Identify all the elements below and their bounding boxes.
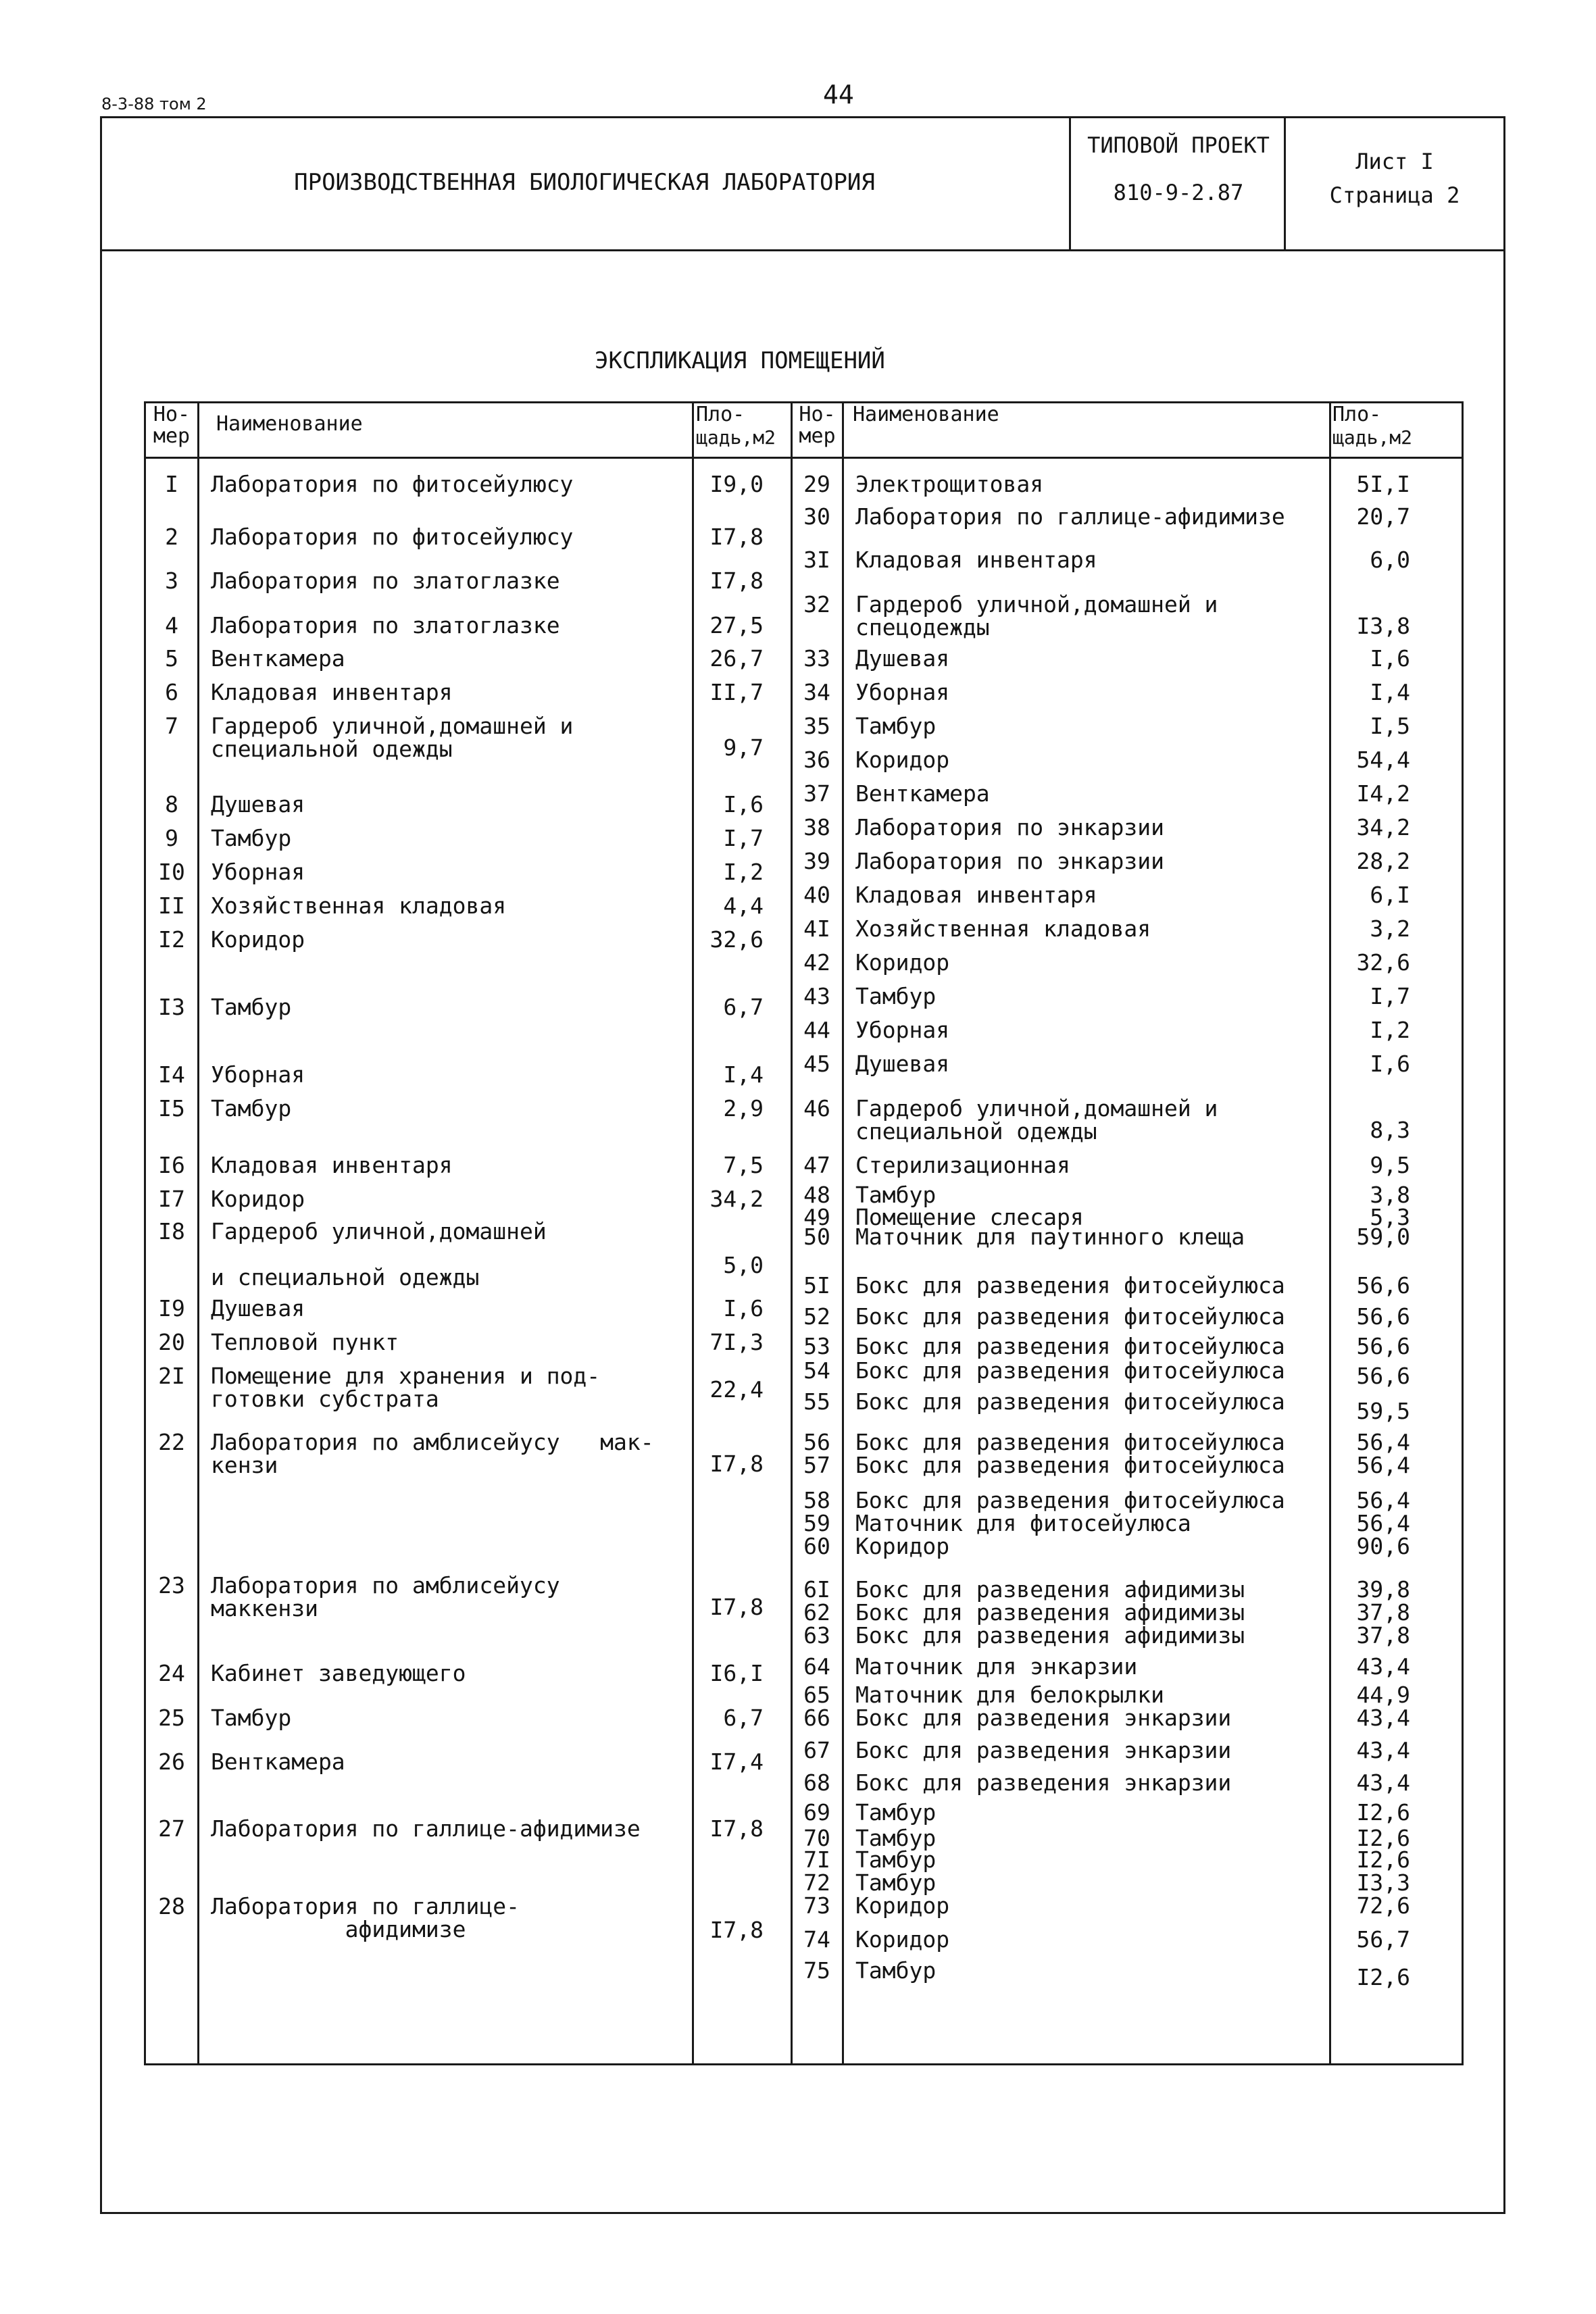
room-area: I,2 (723, 859, 764, 885)
room-area: 56,6 (1356, 1333, 1410, 1359)
room-name: Тамбур (855, 1825, 937, 1851)
room-area: II,7 (709, 679, 764, 705)
room-name: Коридор (211, 1186, 305, 1212)
room-name: Маточник для фитосейулюса (855, 1510, 1191, 1536)
header-area-right-top: Пло- (1332, 403, 1382, 426)
room-number: 67 (803, 1737, 830, 1763)
room-name: Кладовая инвентаря (855, 547, 1097, 573)
room-name: Лаборатория по амблисейусу маккензи (211, 1572, 560, 1621)
room-name: Гардероб уличной,домашней и специальной одежды (855, 1095, 1218, 1145)
room-name: Коридор (855, 1533, 950, 1559)
room-name: Тамбур (211, 994, 292, 1020)
room-name: Бокс для разведения фитосейулюса (855, 1487, 1285, 1513)
room-name: Уборная (211, 1061, 305, 1088)
room-number: 3 (165, 568, 178, 594)
room-area: 34,2 (1356, 814, 1410, 840)
room-area: 5,3 (1370, 1204, 1410, 1230)
room-area: 3,8 (1370, 1182, 1410, 1208)
room-name: Бокс для разведения энкарзии (855, 1737, 1232, 1763)
project-label: ТИПОВОЙ ПРОЕКТ (1087, 132, 1270, 158)
room-name: Тамбур (211, 1705, 292, 1731)
room-area: I2,6 (1356, 1825, 1410, 1851)
room-name: Бокс для разведения фитосейулюса (855, 1333, 1285, 1359)
room-name: Лаборатория по фитосейулюсу (211, 524, 574, 550)
room-area: 26,7 (709, 645, 764, 672)
room-number: 22 (158, 1429, 185, 1455)
room-name: Коридор (855, 1892, 950, 1919)
room-name: Тамбур (855, 1957, 937, 1984)
room-area: 56,6 (1356, 1303, 1410, 1330)
room-number: 24 (158, 1660, 185, 1686)
room-area: I,4 (723, 1061, 764, 1088)
room-name: Кладовая инвентаря (211, 1152, 453, 1178)
room-number: 26 (158, 1749, 185, 1775)
room-number: 46 (803, 1095, 830, 1122)
room-area: 37,8 (1356, 1622, 1410, 1649)
room-area: I2,6 (1356, 1799, 1410, 1826)
room-area: 34,2 (709, 1186, 764, 1212)
room-area: 6,7 (723, 994, 764, 1020)
room-area: 56,6 (1356, 1363, 1410, 1389)
room-name: Бокс для разведения фитосейулюса (855, 1272, 1285, 1299)
room-name: Бокс для разведения афидимизы (855, 1576, 1245, 1603)
room-number: 47 (803, 1152, 830, 1178)
room-area: I,6 (1370, 645, 1410, 672)
room-name: Бокс для разведения фитосейулюса (855, 1303, 1285, 1330)
room-area: I2,6 (1356, 1964, 1410, 1990)
room-number: 20 (158, 1329, 185, 1355)
room-name: Тамбур (855, 1869, 937, 1896)
room-number: 64 (803, 1653, 830, 1680)
room-name: Тамбур (211, 825, 292, 851)
room-number: 37 (803, 780, 830, 807)
room-name: Электрощитовая (855, 471, 1044, 497)
room-number: 35 (803, 713, 830, 739)
room-number: 5I (803, 1272, 830, 1299)
room-area: I3,8 (1356, 613, 1410, 639)
room-name: Хозяйственная кладовая (855, 915, 1151, 942)
room-number: 30 (803, 503, 830, 530)
room-number: 36 (803, 747, 830, 773)
room-number: 56 (803, 1429, 830, 1455)
room-number: 38 (803, 814, 830, 840)
room-area: 7I,3 (709, 1329, 764, 1355)
room-name: Лаборатория по златоглазке (211, 612, 560, 638)
room-name: Хозяйственная кладовая (211, 892, 507, 919)
room-number: 6 (165, 679, 178, 705)
column-divider (1329, 401, 1331, 2065)
header-name-right: Наименование (853, 403, 999, 426)
room-number: 34 (803, 679, 830, 705)
room-name: Тамбур (855, 1799, 937, 1826)
room-number: 33 (803, 645, 830, 672)
room-number: 3I (803, 547, 830, 573)
room-area: 54,4 (1356, 747, 1410, 773)
room-number: I3 (158, 994, 185, 1020)
room-number: 4 (165, 612, 178, 638)
room-area: 43,4 (1356, 1769, 1410, 1796)
room-area: 6,I (1370, 882, 1410, 908)
room-number: 7 (165, 713, 178, 739)
room-name: Коридор (855, 949, 950, 976)
room-number: 65 (803, 1682, 830, 1708)
room-name: Лаборатория по амблисейусу мак- кензи (211, 1429, 654, 1478)
room-name: Кладовая инвентаря (211, 679, 453, 705)
room-area: 2,9 (723, 1095, 764, 1122)
room-number: 8 (165, 791, 178, 818)
room-name: Бокс для разведения афидимизы (855, 1622, 1245, 1649)
room-area: 3,2 (1370, 915, 1410, 942)
room-number: I4 (158, 1061, 185, 1088)
room-name: Лаборатория по энкарзии (855, 814, 1164, 840)
column-divider (197, 401, 199, 2065)
room-number: 72 (803, 1869, 830, 1896)
room-area: 72,6 (1356, 1892, 1410, 1919)
room-number: 48 (803, 1182, 830, 1208)
header-area-left-top: Пло- (696, 403, 745, 426)
header-area-left-bottom: щадь,м2 (696, 426, 776, 449)
room-area: I,7 (1370, 983, 1410, 1009)
room-name: Кабинет заведующего (211, 1660, 466, 1686)
room-name: Душевая (211, 791, 305, 818)
document-reference: 8-3-88 том 2 (101, 95, 207, 114)
room-name: Маточник для паутинного клеща (855, 1224, 1245, 1250)
room-name: Уборная (855, 679, 950, 705)
header-number-left-bottom: мер (153, 424, 191, 448)
room-area: I9,0 (709, 471, 764, 497)
room-area: 56,4 (1356, 1452, 1410, 1478)
room-name: Уборная (211, 859, 305, 885)
room-area: 6,0 (1370, 547, 1410, 573)
header-number-right-bottom: мер (799, 424, 836, 448)
room-name: Гардероб уличной,домашней и специальной одежды (211, 1218, 547, 1290)
room-number: 62 (803, 1599, 830, 1626)
room-area: I7,8 (709, 1451, 764, 1477)
room-area: 37,8 (1356, 1599, 1410, 1626)
room-area: 59,5 (1356, 1398, 1410, 1424)
room-number: 73 (803, 1892, 830, 1919)
room-number: 2 (165, 524, 178, 550)
room-name: Маточник для энкарзии (855, 1653, 1138, 1680)
room-name: Коридор (855, 747, 950, 773)
room-number: 40 (803, 882, 830, 908)
room-area: I,5 (1370, 713, 1410, 739)
room-area: 32,6 (709, 926, 764, 953)
room-area: I7,8 (709, 1594, 764, 1620)
room-area: 4,4 (723, 892, 764, 919)
room-name: Душевая (855, 645, 950, 672)
room-name: Бокс для разведения энкарзии (855, 1705, 1232, 1731)
room-number: 23 (158, 1572, 185, 1599)
room-name: Лаборатория по галлице- афидимизе (211, 1893, 520, 1942)
room-area: I,6 (723, 1295, 764, 1322)
room-number: 4I (803, 915, 830, 942)
header-name-left: Наименование (216, 412, 363, 436)
sheet-number: Лист I (1355, 149, 1434, 174)
room-name: Тепловой пункт (211, 1329, 399, 1355)
room-area: 44,9 (1356, 1682, 1410, 1708)
room-area: I3,3 (1356, 1869, 1410, 1896)
room-name: Душевая (855, 1051, 950, 1077)
room-name: Тамбур (855, 713, 937, 739)
room-number: I5 (158, 1095, 185, 1122)
room-number: 29 (803, 471, 830, 497)
room-area: 9,5 (1370, 1152, 1410, 1178)
room-area: I4,2 (1356, 780, 1410, 807)
page-number: 44 (823, 80, 854, 109)
room-number: 45 (803, 1051, 830, 1077)
room-area: 43,4 (1356, 1737, 1410, 1763)
room-name: Лаборатория по златоглазке (211, 568, 560, 594)
room-number: I0 (158, 859, 185, 885)
room-name: Уборная (855, 1017, 950, 1043)
room-number: 74 (803, 1926, 830, 1953)
room-number: 39 (803, 848, 830, 874)
room-name: Кладовая инвентаря (855, 882, 1097, 908)
room-name: Бокс для разведения энкарзии (855, 1769, 1232, 1796)
room-area: 5I,I (1356, 471, 1410, 497)
room-area: I,2 (1370, 1017, 1410, 1043)
table-title: ЭКСПЛИКАЦИЯ ПОМЕЩЕНИЙ (595, 347, 885, 374)
room-area: I,7 (723, 825, 764, 851)
room-area: 5,0 (723, 1252, 764, 1278)
room-number: II (158, 892, 185, 919)
room-name: Помещение слесаря (855, 1204, 1084, 1230)
header-number-right-top: Но- (799, 403, 836, 426)
header-number-left-top: Но- (153, 403, 191, 426)
room-name: Коридор (211, 926, 305, 953)
room-area: I7,4 (709, 1749, 764, 1775)
room-name: Тамбур (855, 1846, 937, 1873)
room-number: 50 (803, 1224, 830, 1250)
room-area: I6,I (709, 1660, 764, 1686)
room-name: Бокс для разведения афидимизы (855, 1599, 1245, 1626)
room-number: 6I (803, 1576, 830, 1603)
room-area: 20,7 (1356, 503, 1410, 530)
room-number: 7I (803, 1846, 830, 1873)
room-name: Бокс для разведения фитосейулюса (855, 1357, 1285, 1384)
room-area: I,6 (723, 791, 764, 818)
room-number: 75 (803, 1957, 830, 1984)
room-area: 8,3 (1370, 1117, 1410, 1143)
room-area: 22,4 (709, 1376, 764, 1403)
room-number: 28 (158, 1893, 185, 1919)
room-name: Гардероб уличной,домашней и спецодежды (855, 591, 1218, 640)
room-area: 32,6 (1356, 949, 1410, 976)
room-number: 42 (803, 949, 830, 976)
room-number: 2I (158, 1363, 185, 1389)
room-name: Венткамера (211, 645, 345, 672)
room-number: 25 (158, 1705, 185, 1731)
room-name: Венткамера (211, 1749, 345, 1775)
room-number: 9 (165, 825, 178, 851)
room-name: Бокс для разведения фитосейулюса (855, 1452, 1285, 1478)
room-area: I7,8 (709, 568, 764, 594)
room-name: Венткамера (855, 780, 990, 807)
room-area: 56,4 (1356, 1429, 1410, 1455)
room-number: 57 (803, 1452, 830, 1478)
page-label: Страница 2 (1329, 182, 1460, 208)
room-area: 28,2 (1356, 848, 1410, 874)
room-number: 43 (803, 983, 830, 1009)
room-number: 70 (803, 1825, 830, 1851)
header-row-divider (144, 457, 1464, 459)
room-number: 49 (803, 1204, 830, 1230)
project-code: 810-9-2.87 (1113, 180, 1244, 205)
room-name: Тамбур (855, 1182, 937, 1208)
room-name: Бокс для разведения фитосейулюса (855, 1388, 1285, 1415)
room-name: Маточник для белокрылки (855, 1682, 1164, 1708)
room-area: 56,4 (1356, 1487, 1410, 1513)
room-area: 27,5 (709, 612, 764, 638)
room-area: 56,7 (1356, 1926, 1410, 1953)
room-area: 56,6 (1356, 1272, 1410, 1299)
room-number: 60 (803, 1533, 830, 1559)
room-number: 53 (803, 1333, 830, 1359)
room-number: I9 (158, 1295, 185, 1322)
room-area: 9,7 (723, 734, 764, 761)
room-number: I7 (158, 1186, 185, 1212)
room-area: 43,4 (1356, 1705, 1410, 1731)
room-area: 59,0 (1356, 1224, 1410, 1250)
room-number: I6 (158, 1152, 185, 1178)
header-area-right-bottom: щадь,м2 (1332, 426, 1413, 449)
room-number: 54 (803, 1357, 830, 1384)
room-area: 6,7 (723, 1705, 764, 1731)
column-divider (842, 401, 844, 2065)
room-number: 66 (803, 1705, 830, 1731)
room-number: 32 (803, 591, 830, 618)
room-number: 52 (803, 1303, 830, 1330)
room-area: 90,6 (1356, 1533, 1410, 1559)
room-area: I,4 (1370, 679, 1410, 705)
column-divider (692, 401, 694, 2065)
room-area: 39,8 (1356, 1576, 1410, 1603)
room-number: 68 (803, 1769, 830, 1796)
room-area: I7,8 (709, 1917, 764, 1943)
room-number: 5 (165, 645, 178, 672)
room-number: 69 (803, 1799, 830, 1826)
room-area: I2,6 (1356, 1846, 1410, 1873)
room-name: Гардероб уличной,домашней и специальной одежды (211, 713, 574, 762)
room-name: Лаборатория по галлице-афидимизе (211, 1815, 641, 1842)
room-name: Помещение для хранения и под- готовки субстрата (211, 1363, 601, 1412)
room-name: Лаборатория по фитосейулюсу (211, 471, 574, 497)
room-name: Тамбур (211, 1095, 292, 1122)
room-name: Стерилизационная (855, 1152, 1070, 1178)
room-area: 56,4 (1356, 1510, 1410, 1536)
room-number: 58 (803, 1487, 830, 1513)
room-area: I7,8 (709, 1815, 764, 1842)
room-name: Бокс для разведения фитосейулюса (855, 1429, 1285, 1455)
room-name: Лаборатория по энкарзии (855, 848, 1164, 874)
document-title: ПРОИЗВОДСТВЕННАЯ БИОЛОГИЧЕСКАЯ ЛАБОРАТОРИЯ (294, 169, 875, 196)
room-area: 7,5 (723, 1152, 764, 1178)
room-number: 59 (803, 1510, 830, 1536)
room-name: Коридор (855, 1926, 950, 1953)
room-number: I2 (158, 926, 185, 953)
room-area: 43,4 (1356, 1653, 1410, 1680)
room-number: 55 (803, 1388, 830, 1415)
room-number: 44 (803, 1017, 830, 1043)
room-number: I (165, 471, 178, 497)
room-number: I8 (158, 1218, 185, 1244)
room-number: 63 (803, 1622, 830, 1649)
room-area: I7,8 (709, 524, 764, 550)
room-area: I,6 (1370, 1051, 1410, 1077)
room-name: Душевая (211, 1295, 305, 1322)
room-name: Тамбур (855, 983, 937, 1009)
room-name: Лаборатория по галлице-афидимизе (855, 503, 1285, 530)
room-number: 27 (158, 1815, 185, 1842)
